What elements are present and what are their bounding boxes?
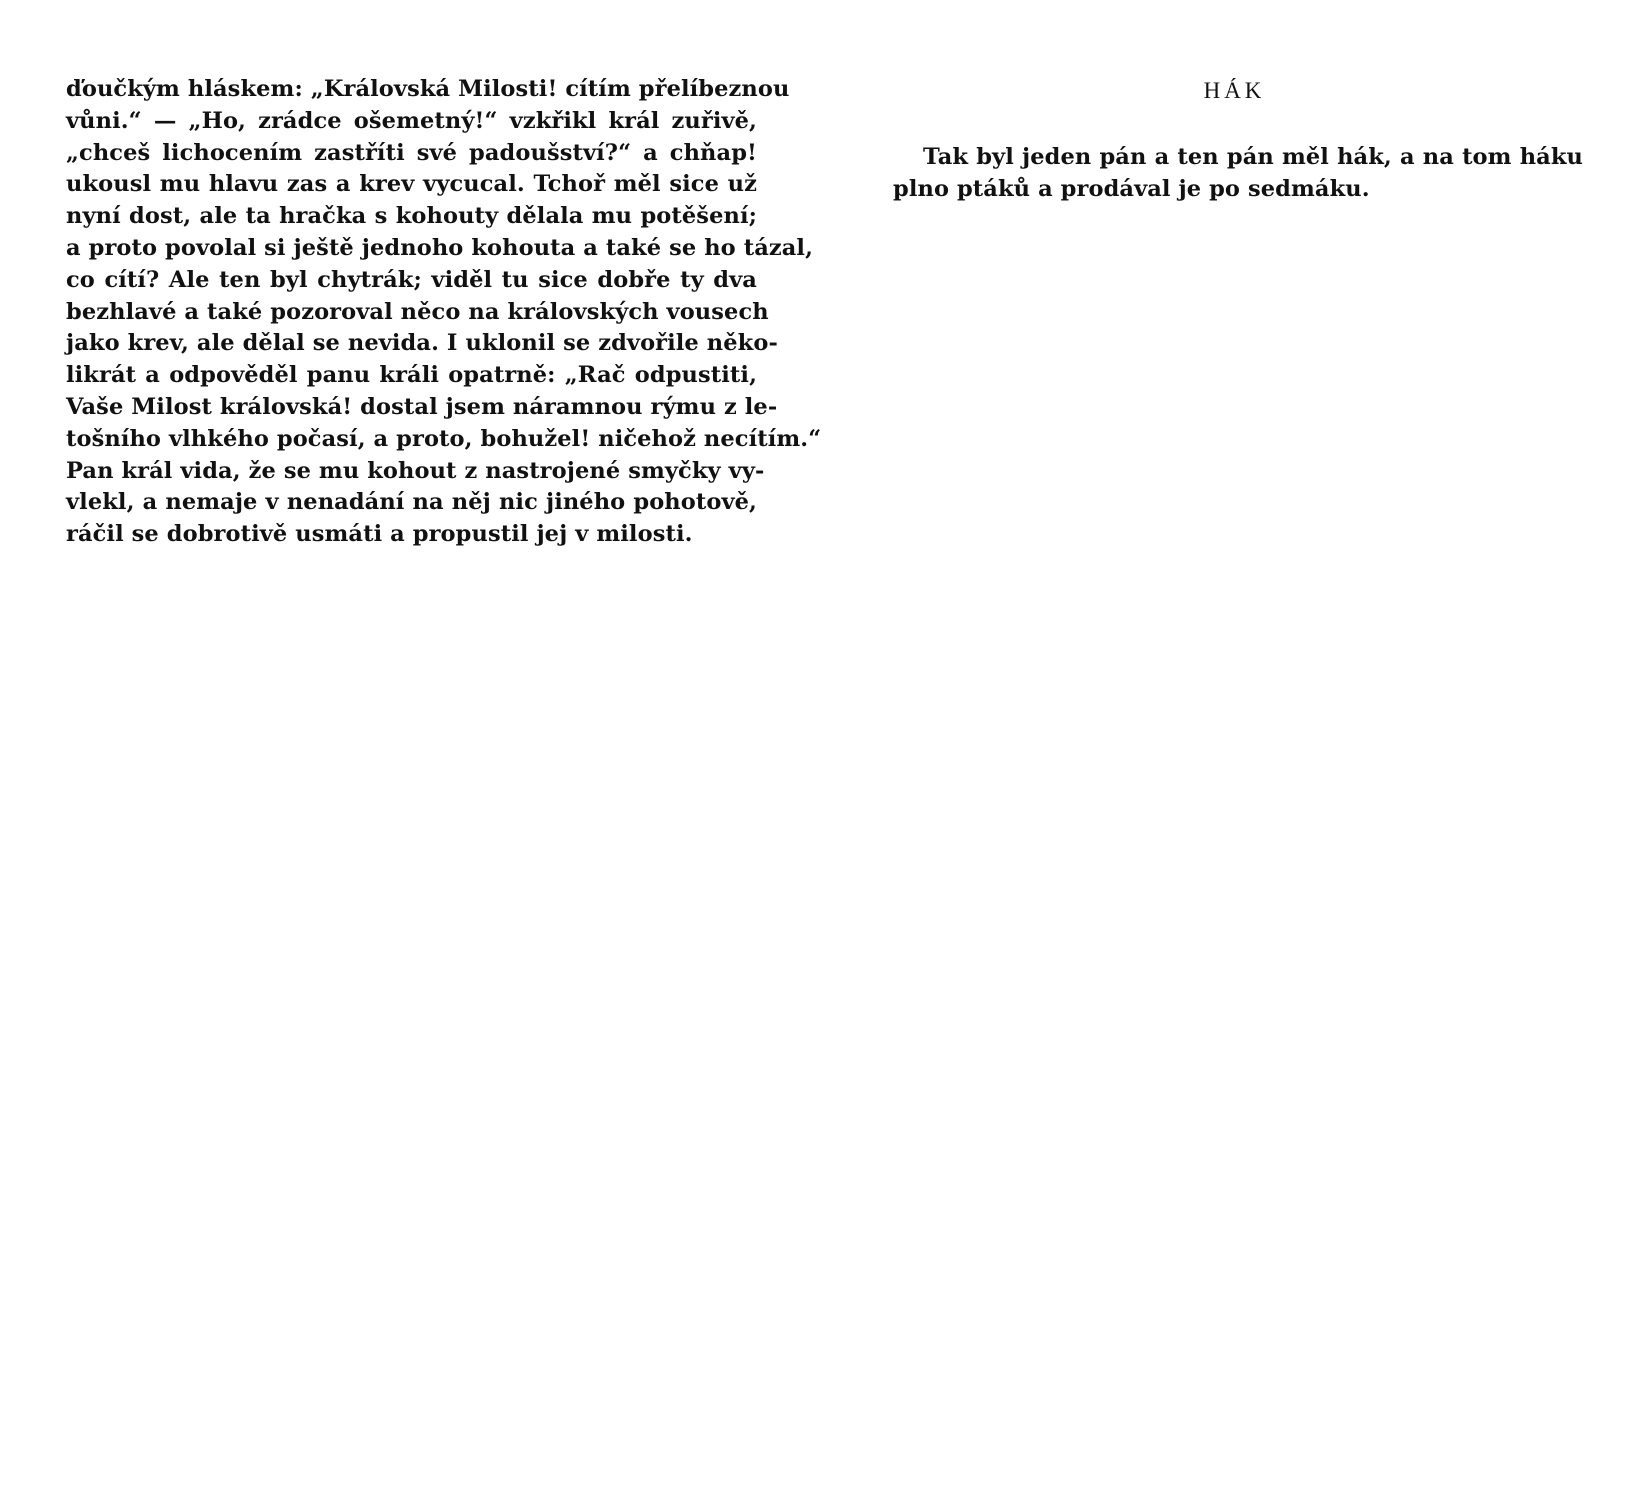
right-page-text [893,142,1583,206]
text-line: ráčil se dobrotivě usmáti a propustil jej v milosti. [66,521,693,548]
text-line: ďoučkým hláskem: „Královská Milosti! cítím přelíbeznou [66,76,790,102]
text-line: vůni.“ — „Ho, zrádce ošemetný!“ vzkřikl král zuřivě, [66,107,757,134]
text-line: nyní dost, ale ta hračka s kohouty dělala mu potěšení; [66,203,757,230]
text-line: Pan král vida, že se mu kohout z nastrojené smyčky vy- [66,457,765,484]
text-line: bezhlavé a také pozoroval něco na královských vousech [66,298,769,325]
chapter-heading: HÁK [1203,78,1266,103]
text-line: ukousl mu hlavu zas a krev vycucal. Tchoř měl sice už [66,171,757,198]
text-line: vlekl, a nemaje v nenadání na něj nic jiného pohotově, [66,489,757,516]
text-line: likrát a odpověděl panu králi opatrně: „Rač odpustiti, [66,362,757,389]
text-line: „chceš lichocením zastříti své padoušství?“ a chňap! [66,139,757,166]
right-page [823,0,1646,1500]
text-line: tošního vlhkého počasí, a proto, bohužel! ničehož necítím.“ [66,425,822,452]
text-line: co cítí? Ale ten byl chytrák; viděl tu sice dobře ty dva [66,266,757,293]
text-line: plno ptáků a prodával je po sedmáku. [893,175,1370,202]
text-line: Tak byl jeden pán a ten pán měl hák, a na tom háku [923,144,1583,170]
text-line: a proto povolal si ještě jednoho kohouta a také se ho tázal, [66,234,814,261]
left-page-text [66,74,822,551]
text-line: jako krev, ale dělal se nevida. I uklonil se zdvořile něko- [66,330,778,357]
text-line: Vaše Milost královská! dostal jsem náramnou rýmu z le- [66,393,778,420]
